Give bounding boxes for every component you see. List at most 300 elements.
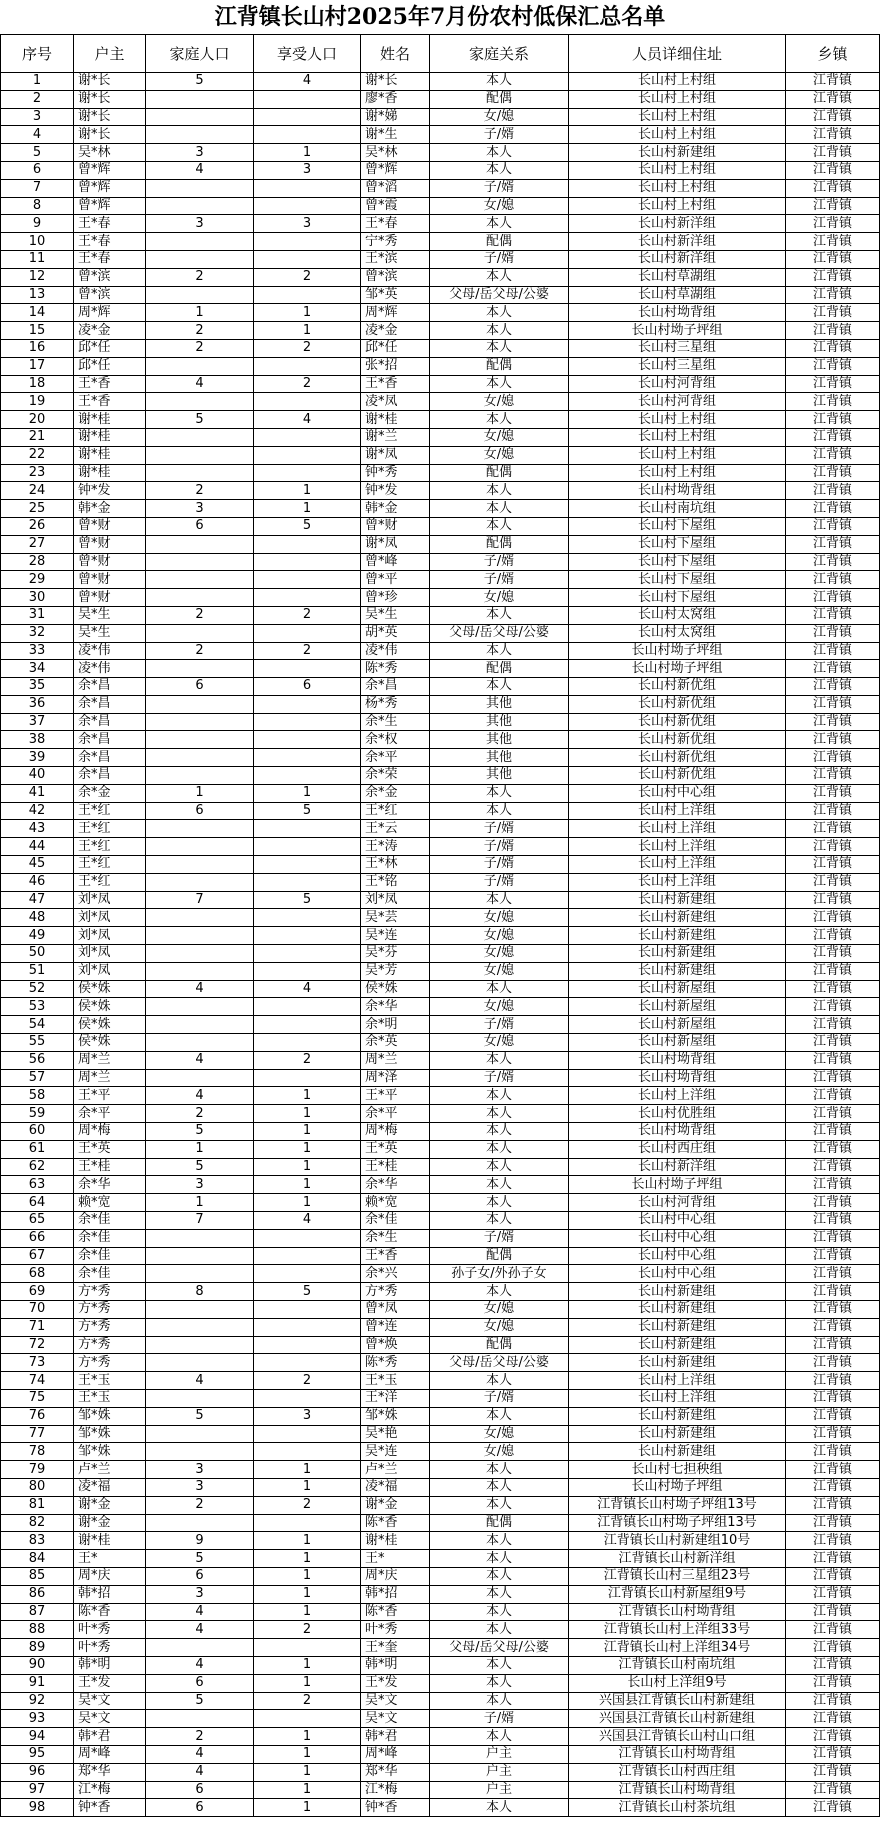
table-row	[1, 571, 880, 589]
cell-householder: 钟*香	[74, 1799, 146, 1817]
cell-relation: 子/婿	[430, 1389, 569, 1407]
cell-family-size	[146, 535, 254, 553]
cell-name: 余*平	[361, 749, 430, 767]
cell-family-size	[146, 233, 254, 251]
cell-family-size: 2	[146, 1728, 254, 1746]
cell-relation: 女/媳	[430, 998, 569, 1016]
cell-relation: 女/媳	[430, 1034, 569, 1052]
cell-township: 江背镇	[786, 856, 880, 874]
cell-benefit-size: 1	[254, 1158, 361, 1176]
cell-township: 江背镇	[786, 1372, 880, 1390]
cell-benefit-size: 1	[254, 500, 361, 518]
cell-name: 韩*明	[361, 1656, 430, 1674]
cell-householder: 吴*文	[74, 1710, 146, 1728]
cell-relation: 女/媳	[430, 1300, 569, 1318]
cell-benefit-size: 2	[254, 1496, 361, 1514]
cell-township: 江背镇	[786, 1354, 880, 1372]
cell-benefit-size	[254, 1710, 361, 1728]
cell-index: 78	[1, 1443, 74, 1461]
table-row	[1, 606, 880, 624]
table-row	[1, 678, 880, 696]
cell-relation: 本人	[430, 1176, 569, 1194]
cell-benefit-size: 1	[254, 1532, 361, 1550]
cell-householder: 叶*秀	[74, 1639, 146, 1657]
cell-family-size: 4	[146, 1603, 254, 1621]
cell-township: 江背镇	[786, 357, 880, 375]
cell-name: 曾*珍	[361, 589, 430, 607]
cell-township: 江背镇	[786, 304, 880, 322]
table-row	[1, 1087, 880, 1105]
table-row	[1, 1194, 880, 1212]
cell-township: 江背镇	[786, 1443, 880, 1461]
table-body	[1, 73, 880, 1817]
cell-householder: 曾*财	[74, 553, 146, 571]
cell-township: 江背镇	[786, 1212, 880, 1230]
cell-township: 江背镇	[786, 1425, 880, 1443]
table-row	[1, 1034, 880, 1052]
cell-address: 长山村新洋组	[569, 250, 786, 268]
cell-family-size: 5	[146, 73, 254, 91]
cell-householder: 谢*桂	[74, 464, 146, 482]
cell-relation: 本人	[430, 322, 569, 340]
cell-family-size	[146, 464, 254, 482]
cell-name: 韩*金	[361, 500, 430, 518]
cell-name: 王*香	[361, 375, 430, 393]
table-row	[1, 393, 880, 411]
cell-relation: 本人	[430, 1283, 569, 1301]
cell-family-size: 3	[146, 144, 254, 162]
cell-benefit-size	[254, 197, 361, 215]
cell-township: 江背镇	[786, 1283, 880, 1301]
cell-relation: 子/婿	[430, 1229, 569, 1247]
cell-benefit-size: 2	[254, 375, 361, 393]
cell-householder: 方*秀	[74, 1283, 146, 1301]
cell-benefit-size	[254, 1016, 361, 1034]
cell-address: 长山村上村组	[569, 126, 786, 144]
cell-township: 江背镇	[786, 606, 880, 624]
cell-householder: 侯*姝	[74, 1016, 146, 1034]
cell-name: 吴*连	[361, 1443, 430, 1461]
cell-name: 凌*凤	[361, 393, 430, 411]
cell-index: 22	[1, 446, 74, 464]
cell-family-size	[146, 1300, 254, 1318]
cell-index: 52	[1, 980, 74, 998]
cell-township: 江背镇	[786, 1318, 880, 1336]
cell-address: 长山村上村组	[569, 428, 786, 446]
table-row	[1, 1478, 880, 1496]
cell-householder: 谢*长	[74, 90, 146, 108]
cell-name: 余*明	[361, 1016, 430, 1034]
table-row	[1, 1265, 880, 1283]
table-row	[1, 375, 880, 393]
table-row	[1, 1283, 880, 1301]
cell-family-size	[146, 1016, 254, 1034]
cell-benefit-size	[254, 126, 361, 144]
header-benefit-size: 享受人口	[254, 35, 361, 73]
cell-relation: 本人	[430, 339, 569, 357]
cell-benefit-size: 2	[254, 1621, 361, 1639]
cell-township: 江背镇	[786, 339, 880, 357]
cell-householder: 韩*金	[74, 500, 146, 518]
cell-township: 江背镇	[786, 1389, 880, 1407]
cell-address: 江背镇长山村坳子坪组13号	[569, 1514, 786, 1532]
cell-index: 14	[1, 304, 74, 322]
cell-index: 2	[1, 90, 74, 108]
cell-address: 长山村河背组	[569, 393, 786, 411]
cell-family-size	[146, 446, 254, 464]
cell-address: 长山村新建组	[569, 1425, 786, 1443]
cell-name: 谢*长	[361, 73, 430, 91]
cell-benefit-size	[254, 713, 361, 731]
table-row	[1, 998, 880, 1016]
cell-family-size	[146, 108, 254, 126]
cell-name: 余*生	[361, 1229, 430, 1247]
cell-index: 61	[1, 1140, 74, 1158]
cell-name: 谢*桂	[361, 1532, 430, 1550]
cell-householder: 余*昌	[74, 678, 146, 696]
cell-family-size	[146, 1034, 254, 1052]
cell-benefit-size	[254, 1247, 361, 1265]
cell-relation: 本人	[430, 517, 569, 535]
cell-address: 长山村新建组	[569, 1300, 786, 1318]
cell-address: 长山村新屋组	[569, 1034, 786, 1052]
table-row	[1, 1247, 880, 1265]
cell-index: 3	[1, 108, 74, 126]
cell-family-size	[146, 820, 254, 838]
cell-name: 吴*文	[361, 1710, 430, 1728]
cell-name: 王*	[361, 1550, 430, 1568]
cell-householder: 刘*凤	[74, 909, 146, 927]
table-row	[1, 1674, 880, 1692]
cell-householder: 韩*明	[74, 1656, 146, 1674]
cell-index: 43	[1, 820, 74, 838]
cell-name: 方*秀	[361, 1283, 430, 1301]
cell-householder: 谢*桂	[74, 446, 146, 464]
cell-index: 91	[1, 1674, 74, 1692]
cell-benefit-size: 3	[254, 1407, 361, 1425]
cell-family-size: 6	[146, 1674, 254, 1692]
cell-index: 88	[1, 1621, 74, 1639]
cell-benefit-size	[254, 945, 361, 963]
cell-index: 98	[1, 1799, 74, 1817]
cell-householder: 曾*财	[74, 517, 146, 535]
cell-index: 10	[1, 233, 74, 251]
cell-index: 37	[1, 713, 74, 731]
cell-householder: 方*秀	[74, 1354, 146, 1372]
cell-householder: 邹*姝	[74, 1407, 146, 1425]
cell-family-size	[146, 1710, 254, 1728]
cell-relation: 子/婿	[430, 856, 569, 874]
cell-township: 江背镇	[786, 1034, 880, 1052]
cell-township: 江背镇	[786, 678, 880, 696]
table-row	[1, 802, 880, 820]
cell-name: 王*春	[361, 215, 430, 233]
cell-relation: 配偶	[430, 1247, 569, 1265]
cell-relation: 子/婿	[430, 179, 569, 197]
cell-benefit-size: 2	[254, 268, 361, 286]
cell-family-size: 5	[146, 1123, 254, 1141]
cell-name: 谢*生	[361, 126, 430, 144]
cell-family-size	[146, 1336, 254, 1354]
cell-address: 长山村坳子坪组	[569, 1176, 786, 1194]
cell-name: 王*香	[361, 1247, 430, 1265]
table-row	[1, 856, 880, 874]
cell-benefit-size: 1	[254, 1105, 361, 1123]
table-row	[1, 286, 880, 304]
cell-family-size: 6	[146, 1567, 254, 1585]
cell-address: 江背镇长山村南坑组	[569, 1656, 786, 1674]
cell-township: 江背镇	[786, 695, 880, 713]
cell-family-size	[146, 286, 254, 304]
cell-benefit-size	[254, 731, 361, 749]
table-row	[1, 1212, 880, 1230]
cell-benefit-size	[254, 464, 361, 482]
cell-township: 江背镇	[786, 1603, 880, 1621]
cell-householder: 谢*长	[74, 73, 146, 91]
cell-relation: 配偶	[430, 90, 569, 108]
cell-relation: 本人	[430, 802, 569, 820]
cell-index: 66	[1, 1229, 74, 1247]
cell-benefit-size: 2	[254, 1051, 361, 1069]
cell-index: 57	[1, 1069, 74, 1087]
cell-family-size	[146, 90, 254, 108]
cell-householder: 王*平	[74, 1087, 146, 1105]
cell-address: 兴国县江背镇长山村新建组	[569, 1692, 786, 1710]
cell-benefit-size: 1	[254, 144, 361, 162]
table-row	[1, 642, 880, 660]
cell-relation: 本人	[430, 144, 569, 162]
cell-address: 长山村中心组	[569, 1229, 786, 1247]
table-row	[1, 624, 880, 642]
cell-address: 长山村新优组	[569, 731, 786, 749]
cell-township: 江背镇	[786, 1229, 880, 1247]
cell-address: 长山村中心组	[569, 784, 786, 802]
cell-address: 长山村上洋组	[569, 856, 786, 874]
cell-name: 谢*娣	[361, 108, 430, 126]
cell-family-size	[146, 1639, 254, 1657]
table-row	[1, 535, 880, 553]
cell-relation: 父母/岳父母/公婆	[430, 1639, 569, 1657]
cell-benefit-size: 1	[254, 1550, 361, 1568]
cell-family-size	[146, 945, 254, 963]
cell-relation: 本人	[430, 1158, 569, 1176]
cell-address: 长山村上村组	[569, 73, 786, 91]
table-row	[1, 1639, 880, 1657]
cell-relation: 父母/岳父母/公婆	[430, 624, 569, 642]
cell-name: 郑*华	[361, 1763, 430, 1781]
cell-address: 江背镇长山村上洋组34号	[569, 1639, 786, 1657]
cell-township: 江背镇	[786, 1532, 880, 1550]
cell-relation: 女/媳	[430, 446, 569, 464]
cell-name: 吴*芳	[361, 962, 430, 980]
cell-address: 长山村河背组	[569, 375, 786, 393]
cell-relation: 本人	[430, 1123, 569, 1141]
cell-name: 余*权	[361, 731, 430, 749]
cell-family-size: 6	[146, 802, 254, 820]
cell-benefit-size: 2	[254, 1372, 361, 1390]
cell-township: 江背镇	[786, 891, 880, 909]
table-row	[1, 1532, 880, 1550]
cell-family-size: 5	[146, 411, 254, 429]
table-row	[1, 909, 880, 927]
cell-name: 陈*秀	[361, 660, 430, 678]
cell-family-size: 4	[146, 980, 254, 998]
cell-householder: 余*金	[74, 784, 146, 802]
cell-index: 1	[1, 73, 74, 91]
table-row	[1, 713, 880, 731]
cell-township: 江背镇	[786, 393, 880, 411]
table-row	[1, 108, 880, 126]
cell-benefit-size: 1	[254, 1140, 361, 1158]
cell-name: 王*云	[361, 820, 430, 838]
cell-township: 江背镇	[786, 589, 880, 607]
cell-township: 江背镇	[786, 713, 880, 731]
cell-benefit-size: 1	[254, 304, 361, 322]
cell-relation: 本人	[430, 1532, 569, 1550]
cell-family-size: 2	[146, 268, 254, 286]
cell-relation: 本人	[430, 1461, 569, 1479]
cell-name: 余*生	[361, 713, 430, 731]
table-row	[1, 749, 880, 767]
cell-benefit-size	[254, 1034, 361, 1052]
cell-township: 江背镇	[786, 1781, 880, 1799]
cell-householder: 余*昌	[74, 731, 146, 749]
cell-benefit-size	[254, 1265, 361, 1283]
table-row	[1, 233, 880, 251]
cell-benefit-size: 1	[254, 1656, 361, 1674]
cell-relation: 本人	[430, 891, 569, 909]
cell-index: 39	[1, 749, 74, 767]
cell-householder: 王*红	[74, 856, 146, 874]
cell-relation: 本人	[430, 1407, 569, 1425]
cell-family-size	[146, 553, 254, 571]
cell-address: 长山村新建组	[569, 1354, 786, 1372]
cell-index: 38	[1, 731, 74, 749]
cell-relation: 本人	[430, 1372, 569, 1390]
page-title: 江背镇长山村2025年7月份农村低保汇总名单	[214, 4, 666, 30]
cell-householder: 谢*长	[74, 108, 146, 126]
cell-family-size: 1	[146, 1140, 254, 1158]
cell-benefit-size: 3	[254, 215, 361, 233]
cell-name: 陈*秀	[361, 1354, 430, 1372]
cell-township: 江背镇	[786, 375, 880, 393]
cell-relation: 本人	[430, 1621, 569, 1639]
cell-township: 江背镇	[786, 126, 880, 144]
cell-name: 凌*金	[361, 322, 430, 340]
cell-index: 68	[1, 1265, 74, 1283]
cell-township: 江背镇	[786, 1087, 880, 1105]
cell-township: 江背镇	[786, 1247, 880, 1265]
cell-township: 江背镇	[786, 73, 880, 91]
cell-index: 34	[1, 660, 74, 678]
cell-address: 长山村新建组	[569, 1318, 786, 1336]
table-row	[1, 500, 880, 518]
cell-householder: 周*兰	[74, 1051, 146, 1069]
cell-family-size	[146, 767, 254, 785]
cell-index: 63	[1, 1176, 74, 1194]
cell-township: 江背镇	[786, 322, 880, 340]
cell-benefit-size: 1	[254, 1763, 361, 1781]
cell-index: 8	[1, 197, 74, 215]
cell-address: 长山村上村组	[569, 179, 786, 197]
cell-index: 82	[1, 1514, 74, 1532]
cell-address: 江背镇长山村坳背组	[569, 1781, 786, 1799]
cell-township: 江背镇	[786, 802, 880, 820]
table-row	[1, 215, 880, 233]
table-row	[1, 1354, 880, 1372]
cell-householder: 邹*姝	[74, 1425, 146, 1443]
cell-name: 曾*财	[361, 517, 430, 535]
cell-family-size	[146, 357, 254, 375]
cell-benefit-size	[254, 927, 361, 945]
cell-family-size: 9	[146, 1532, 254, 1550]
cell-address: 江背镇长山村新建组10号	[569, 1532, 786, 1550]
cell-householder: 王*春	[74, 250, 146, 268]
cell-family-size: 2	[146, 1105, 254, 1123]
cell-family-size: 3	[146, 1585, 254, 1603]
cell-benefit-size: 1	[254, 1194, 361, 1212]
cell-township: 江背镇	[786, 1728, 880, 1746]
cell-name: 凌*福	[361, 1478, 430, 1496]
table-row	[1, 1407, 880, 1425]
cell-relation: 其他	[430, 713, 569, 731]
cell-address: 长山村上洋组	[569, 1087, 786, 1105]
cell-address: 长山村坳背组	[569, 1069, 786, 1087]
cell-address: 长山村新建组	[569, 945, 786, 963]
cell-family-size: 3	[146, 1478, 254, 1496]
cell-family-size: 4	[146, 1621, 254, 1639]
cell-householder: 凌*伟	[74, 660, 146, 678]
cell-family-size: 3	[146, 1176, 254, 1194]
cell-benefit-size: 1	[254, 1674, 361, 1692]
cell-relation: 本人	[430, 1656, 569, 1674]
cell-benefit-size	[254, 1318, 361, 1336]
cell-householder: 王*香	[74, 375, 146, 393]
cell-relation: 配偶	[430, 464, 569, 482]
cell-address: 长山村新建组	[569, 909, 786, 927]
cell-address: 长山村新建组	[569, 144, 786, 162]
cell-name: 邹*英	[361, 286, 430, 304]
cell-address: 长山村中心组	[569, 1212, 786, 1230]
table-row	[1, 1781, 880, 1799]
cell-address: 长山村太窝组	[569, 624, 786, 642]
cell-index: 84	[1, 1550, 74, 1568]
cell-relation: 本人	[430, 1051, 569, 1069]
cell-township: 江背镇	[786, 1194, 880, 1212]
cell-index: 41	[1, 784, 74, 802]
cell-family-size: 4	[146, 161, 254, 179]
cell-householder: 侯*姝	[74, 998, 146, 1016]
cell-address: 长山村新建组	[569, 927, 786, 945]
cell-township: 江背镇	[786, 197, 880, 215]
cell-family-size	[146, 713, 254, 731]
cell-index: 49	[1, 927, 74, 945]
cell-address: 兴国县江背镇长山村山口组	[569, 1728, 786, 1746]
cell-index: 48	[1, 909, 74, 927]
cell-benefit-size	[254, 553, 361, 571]
cell-benefit-size	[254, 589, 361, 607]
cell-name: 廖*香	[361, 90, 430, 108]
cell-benefit-size	[254, 393, 361, 411]
cell-address: 长山村中心组	[569, 1265, 786, 1283]
cell-householder: 王*红	[74, 873, 146, 891]
cell-relation: 本人	[430, 1603, 569, 1621]
cell-benefit-size: 1	[254, 784, 361, 802]
cell-benefit-size: 1	[254, 1745, 361, 1763]
cell-relation: 户主	[430, 1763, 569, 1781]
cell-township: 江背镇	[786, 1710, 880, 1728]
cell-relation: 女/媳	[430, 108, 569, 126]
